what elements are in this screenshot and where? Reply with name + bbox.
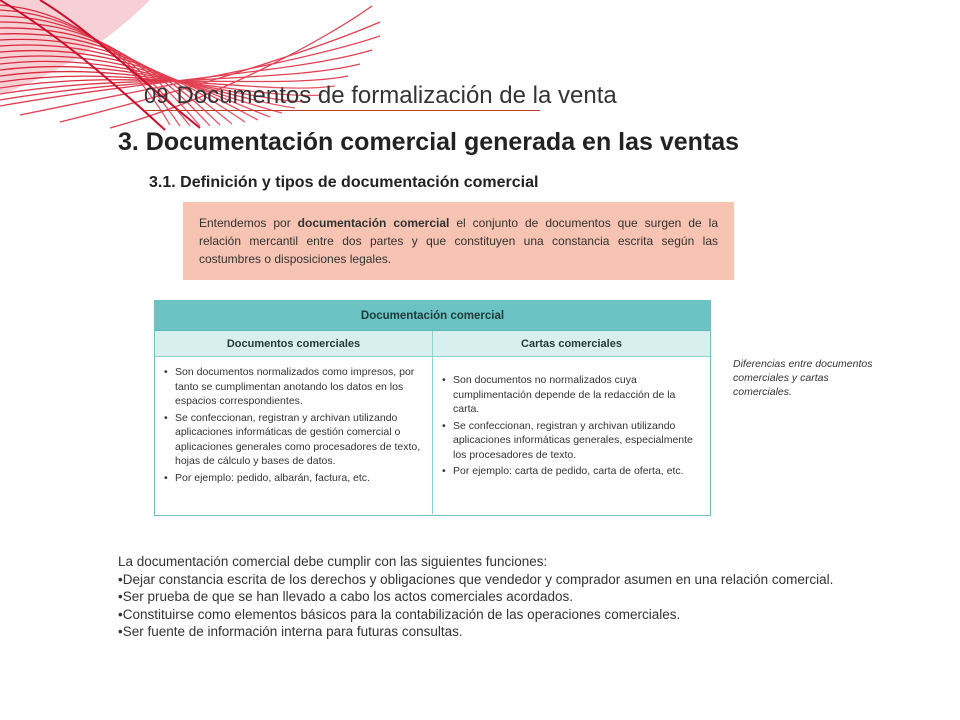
- function-item: •Constituirse como elementos básicos para la contabilización de las operaciones comerciales.: [118, 606, 681, 622]
- function-item: •Ser prueba de que se han llevado a cabo los actos comerciales acordados.: [118, 589, 574, 604]
- list-item: • Son documentos no normalizados cuya cumplimentación depende de la redacción de la carta.: [453, 373, 700, 417]
- list-item: • Son documentos normalizados como impresos, por tanto se cumplimentan anotando los datos en los espacios correspondientes.: [175, 365, 422, 409]
- column-header-letters: Cartas comerciales: [521, 337, 622, 350]
- table-body-row: [155, 357, 710, 514]
- chapter-underline: [144, 110, 540, 111]
- documents-column: [155, 357, 433, 514]
- function-item: •Dejar constancia escrita de los derechos y obligaciones que vendedor y comprador asumen en una relación comercial.: [118, 571, 834, 587]
- chapter-heading: [144, 82, 617, 110]
- column-header-documents: Documentos comerciales: [155, 331, 433, 356]
- definition-text-start: Entendemos por: [199, 216, 298, 230]
- table-caption: Diferencias entre documentos comerciales y cartas comerciales.: [733, 358, 873, 398]
- letters-list: [441, 373, 700, 479]
- list-item: • Por ejemplo: carta de pedido, carta de oferta, etc.: [453, 464, 700, 479]
- functions-intro: La documentación comercial debe cumplir con las siguientes funciones:: [118, 554, 548, 569]
- definition-text-end: el conjunto de documentos que surgen de la relación mercantil entre dos partes y que constituyen una constancia escrita según las costumbres o disposiciones legales.: [199, 216, 718, 266]
- definition-term: documentación comercial: [297, 216, 450, 230]
- list-item: • Se confeccionan, registran y archivan utilizando aplicaciones informáticas generales, especialmente los procesadores de texto.: [453, 419, 700, 463]
- decorative-wave-graphic: [0, 0, 380, 135]
- section-subtitle: 3.1. Definición y tipos de documentación comercial: [149, 174, 539, 191]
- main-title: 3. Documentación comercial generada en las ventas: [118, 128, 740, 156]
- functions-section: [118, 553, 908, 641]
- definition-box: [183, 202, 734, 280]
- letters-column: [433, 357, 710, 514]
- table-header-row: [155, 331, 710, 357]
- comparison-table: [154, 300, 711, 516]
- documents-list: [163, 365, 422, 485]
- list-item: • Se confeccionan, registran y archivan utilizando aplicaciones informáticas de gestión comercial o aplicaciones generales como procesadores de texto, hojas de cálculo y bases de datos.: [175, 411, 422, 469]
- chapter-number: 09: [144, 83, 169, 108]
- chapter-title: Documentos de formalización de la venta: [176, 82, 617, 109]
- table-title: Documentación comercial: [155, 301, 710, 331]
- list-item: • Por ejemplo: pedido, albarán, factura, etc.: [175, 471, 422, 486]
- function-item: •Ser fuente de información interna para futuras consultas.: [118, 624, 463, 639]
